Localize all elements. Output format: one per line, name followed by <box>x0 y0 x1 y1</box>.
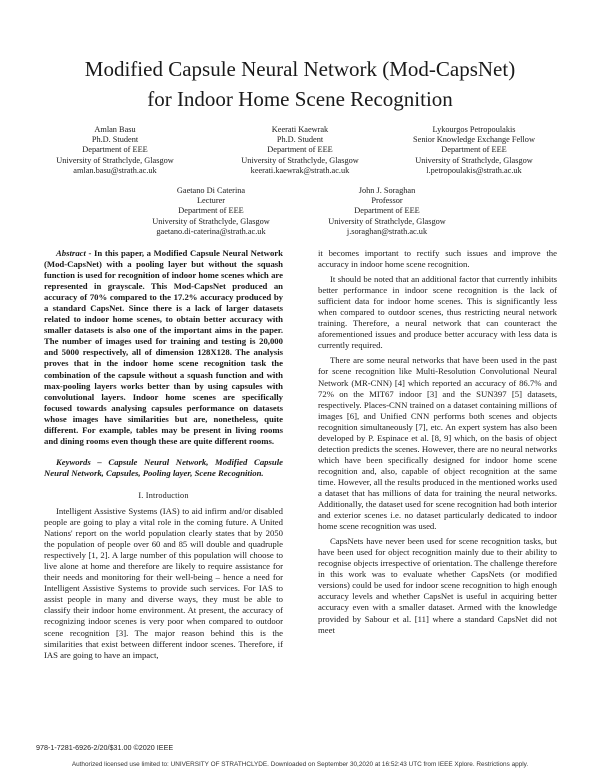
author-role: Ph.D. Student <box>276 135 324 145</box>
author-dept: Department of EEE <box>267 145 333 155</box>
author-role: Professor <box>371 196 403 206</box>
author-univ: University of Strathclyde, Glasgow <box>328 216 446 226</box>
author-name: Lykourgos Petropoulakis <box>432 125 516 134</box>
author-name: Keerati Kaewrak <box>271 125 329 134</box>
author-dept: Department of EEE <box>178 206 244 216</box>
right-column <box>318 248 557 636</box>
author-role: Lecturer <box>196 196 226 206</box>
abstract-label: Abstract <box>56 248 86 258</box>
author-name: Gaetano Di Caterina <box>176 186 246 195</box>
paragraph: it becomes important to rectify such issues and improve the accuracy in indoor home scene recognition. <box>318 248 557 270</box>
section-heading: I. Introduction <box>138 490 189 500</box>
author-dept: Department of EEE <box>82 145 148 155</box>
title-line-1: Modified Capsule Neural Network (Mod-CapsNet) <box>84 57 516 81</box>
left-column <box>44 248 283 661</box>
author-email: l.petropoulakis@strath.ac.uk <box>426 165 522 175</box>
author-block-3 <box>392 125 556 176</box>
author-dept: Department of EEE <box>354 206 420 216</box>
author-univ: University of Strathclyde, Glasgow <box>56 155 174 165</box>
author-email: amlan.basu@strath.ac.uk <box>73 165 157 175</box>
author-block-5 <box>312 186 462 237</box>
license-footer: Authorized licensed use limited to: UNIVERSITY OF STRATHCLYDE. Downloaded on September 30,2020 at 16:52:43 UTC from IEEE Xplore. Restrictions apply. <box>71 761 529 768</box>
author-dept: Department of EEE <box>441 145 507 155</box>
author-name: Amlan Basu <box>94 125 136 134</box>
author-univ: University of Strathclyde, Glasgow <box>241 155 359 165</box>
author-block-1 <box>40 125 190 176</box>
paragraph: CapsNets have never been used for scene recognition tasks, but have been used for object recognition mainly due to their ability to recognise objects irrespective of orientation. The challenge therefore in this work was to evaluate whether CapsNets (or modified versions) could be used for indoor scene recognition to high enough accuracy levels and whether CapsNet is useful in acquiring better accuracy even with a smaller dataset. Armed with the knowledge provided by Sabour et al. [11] where a standard CapsNet did not meet <box>318 536 557 635</box>
author-name: John J. Soraghan <box>358 186 416 195</box>
abstract <box>44 248 283 447</box>
keywords: Keywords – Capsule Neural Network, Modified Capsule Neural Network, Capsules, Pooling layer, Scene Recognition. <box>44 456 283 478</box>
author-block-4 <box>131 186 291 237</box>
paper-title <box>40 54 560 114</box>
author-email: keerati.kaewrak@strath.ac.uk <box>250 165 350 175</box>
paragraph: Intelligent Assistive Systems (IAS) to aid infirm and/or disabled people are going to play a vital role in the coming future. A United Nations' report on the world population clearly states that by 2050 the population of people over 60 and 85 will double and quadruple respectively [1, 2]. A large number of this population will choose to live alone at home and therefore are likely to require assistance for their needs and monitoring for their well-being – hence a need for Intelligent Assistive Systems to provide such services. For IAS to assist people in many and diverse ways, they must be able to classify their indoor home environment. At present, the accuracy of recognizing indoor scenes is very poor when compared to outdoor scene recognition [3]. The major reason behind this is the similarities that exist between different indoor scenes. Therefore, if IAS are going to have an impact, <box>44 505 283 660</box>
author-univ: University of Strathclyde, Glasgow <box>152 216 270 226</box>
author-role: Ph.D. Student <box>91 135 139 145</box>
paragraph: It should be noted that an additional factor that currently inhibits better performance in indoor scene recognition is the lack of sufficient data for indoor home scenes. This is significantly less when compared to outdoor scenes, thus restricting neural network training. Therefore, a neural network that can counteract the aforementioned issues and produce better accuracy with less data is currently required. <box>318 274 557 351</box>
author-univ: University of Strathclyde, Glasgow <box>415 155 533 165</box>
author-role: Senior Knowledge Exchange Fellow <box>413 135 535 145</box>
author-email: gaetano.di-caterina@strath.ac.uk <box>156 226 266 236</box>
paragraph: There are some neural networks that have been used in the past for scene recognition like Multi-Resolution Convolutional Neural Network (MR-CNN) [4] which reported an accuracy of 86.7% and 72% on the MIT67 indoor [3] and the SUN397 [5] datasets, respectively. Places-CNN trained on a dataset containing millions of images [6], and Unified CNN performs both scenes and objects recognition simultaneously [7], etc. An expert system has also been developed by P. Espinace et al. [8, 9] which, on the basis of object detection predicts the scenes. However, there are no neural networks which have been specifically designed for indoor home scene recognition and, also, capable of object recognition at the same time. However, all the results produced in the mentioned works used a dataset that has millions of data for training the neural networks. Additionally, the dataset used for scene recognition had both interior and exterior scenes i.e. no dataset particularly dedicated to indoor home scene recognition was used. <box>318 355 557 532</box>
abstract-text: - In this paper, a Modified Capsule Neural Network (Mod-CapsNet) with a pooling layer but without the squash function is used for recognition of indoor home scenes which are represented in grayscale. This Mod-CapsNet produced an accuracy of 70% compared to the 17.2% accuracy produced by a standard CapsNet. Since there is a lack of larger datasets related to indoor home scenes, to obtain better accuracy with smaller datasets is also one of the important aims in the paper. The number of images used for training and testing is 20,000 and 5000 respectively, all of dimension 128X128. The analysis proves that in the indoor home scene recognition task the combination of the capsule without a squash function and with max-pooling layers works better than by using capsules with convolutional layers. Indoor home scenes are specifically focused towards analysing capsules performance on datasets whose images have similarities but are, nonetheless, quite different. For example, tables may be present in living rooms and dining rooms even though these are quite different rooms. <box>44 248 283 446</box>
title-line-2: for Indoor Home Scene Recognition <box>147 87 453 111</box>
author-email: j.soraghan@strath.ac.uk <box>346 226 428 236</box>
author-block-2 <box>222 125 378 176</box>
isbn-footer: 978-1-7281-6926-2/20/$31.00 ©2020 IEEE <box>36 743 174 752</box>
